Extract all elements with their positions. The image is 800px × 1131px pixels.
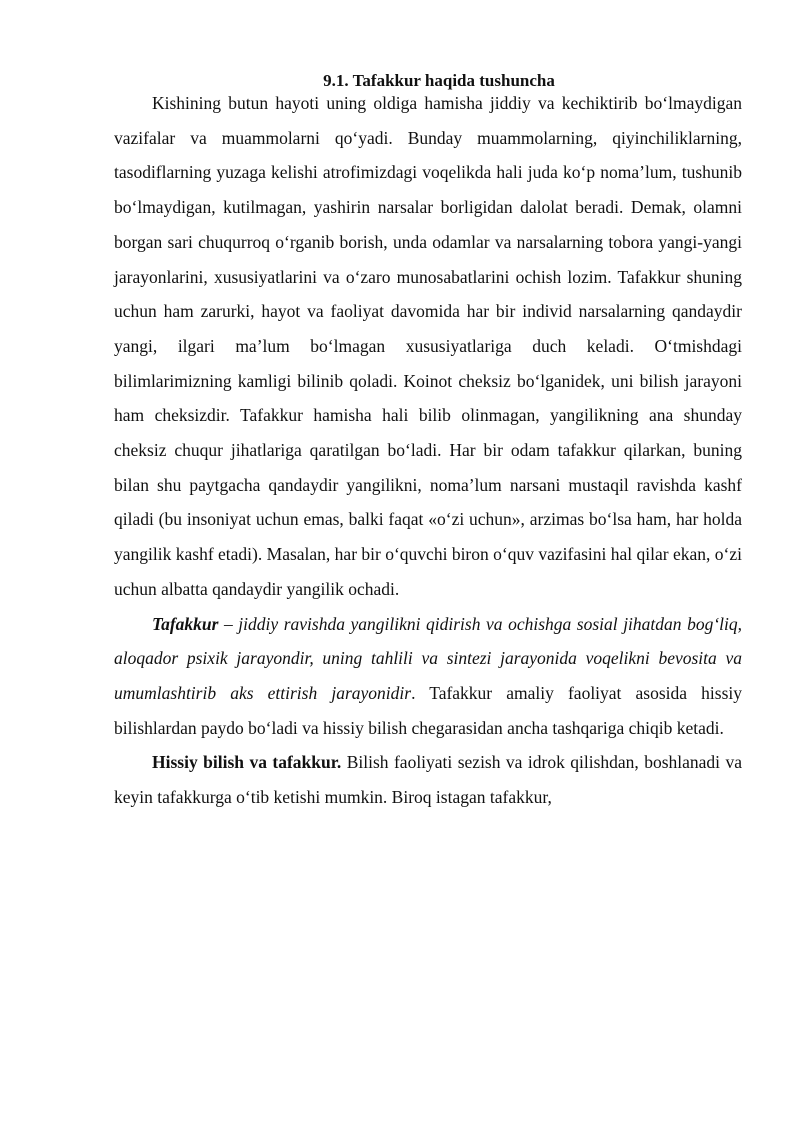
section-title: Tafakkur haqida tushuncha: [352, 71, 555, 90]
definition-rest: Tafakkur amaliy faoliyat asosida hissiy bilishlardan paydo bo‘ladi va hissiy bilish chegarasidan ancha tashqariga chiqib ketadi.: [114, 682, 742, 738]
paragraph-intro: Kishining butun hayoti uning oldiga hamisha jiddiy va kechiktirib bo‘lmaydigan vazifalar va muammolarni qo‘yadi. Bunday muammolarning, qiyinchiliklarning, tasodiflarning yuzaga kelishi atrofimizdagi voqelikda hali juda ko‘p noma’lum, tushunib bo‘lmaydigan, kutilmagan, yashirin narsalar borligidan dalolat beradi. Demak, olamni borgan sari chuqurroq o‘rganib borish, unda odamlar va narsalarning tobora yangi-yangi jarayonlarini, xususiyatlarini va o‘zaro munosabatlarini ochish lozim. Tafakkur shuning uchun ham zarurki, hayot va faoliyat davomida har bir individ narsalarning qandaydir yangi, ilgari ma’lum bo‘lmagan xususiyatlariga duch keladi. O‘tmishdagi bilimlarimizning kamligi bilinib qoladi. Koinot cheksiz bo‘lganidek, uni bilish jarayoni ham cheksizdir. Tafakkur hamisha hali bilib olinmagan, yangilikning ana shunday cheksiz chuqur jihatlariga qaratilgan bo‘ladi. Har bir odam tafakkur qilarkan, buning bilan shu paytgacha qandaydir yangilikni, noma’lum narsani mustaqil ravishda kashf qiladi (bu insoniyat uchun emas, balki faqat «o‘zi uchun», arzimas bo‘lsa ham, har holda yangilik kashf etadi). Masalan, har bir o‘quvchi biron o‘quv vazifasini hal qilar ekan, o‘zi uchun albatta qandaydir yangilik ochadi.: [114, 93, 742, 599]
section-number: 9.1.: [323, 71, 349, 90]
definition-text: – jiddiy ravishda yangilikni qidirish va ochishga sosial jihatdan bog‘liq, aloqador psixik jarayondir, uning tahlili va sintezi jarayonida voqelikni bevosita va umumlashtirib aks ettirish jarayonidir: [114, 613, 742, 703]
paragraph-definition: [114, 607, 742, 746]
definition-end: .: [411, 682, 416, 703]
document-page: [114, 70, 742, 815]
definition-term: Tafakkur: [152, 613, 219, 634]
paragraph-sensory-cognition: [114, 745, 742, 814]
paragraph-text: Bilish faoliyati sezish va idrok qilishdan, boshlanadi va keyin tafakkurga o‘tib ketishi mumkin. Biroq istagan tafakkur,: [114, 752, 742, 808]
paragraph-lead: Hissiy bilish va tafakkur.: [152, 752, 342, 773]
